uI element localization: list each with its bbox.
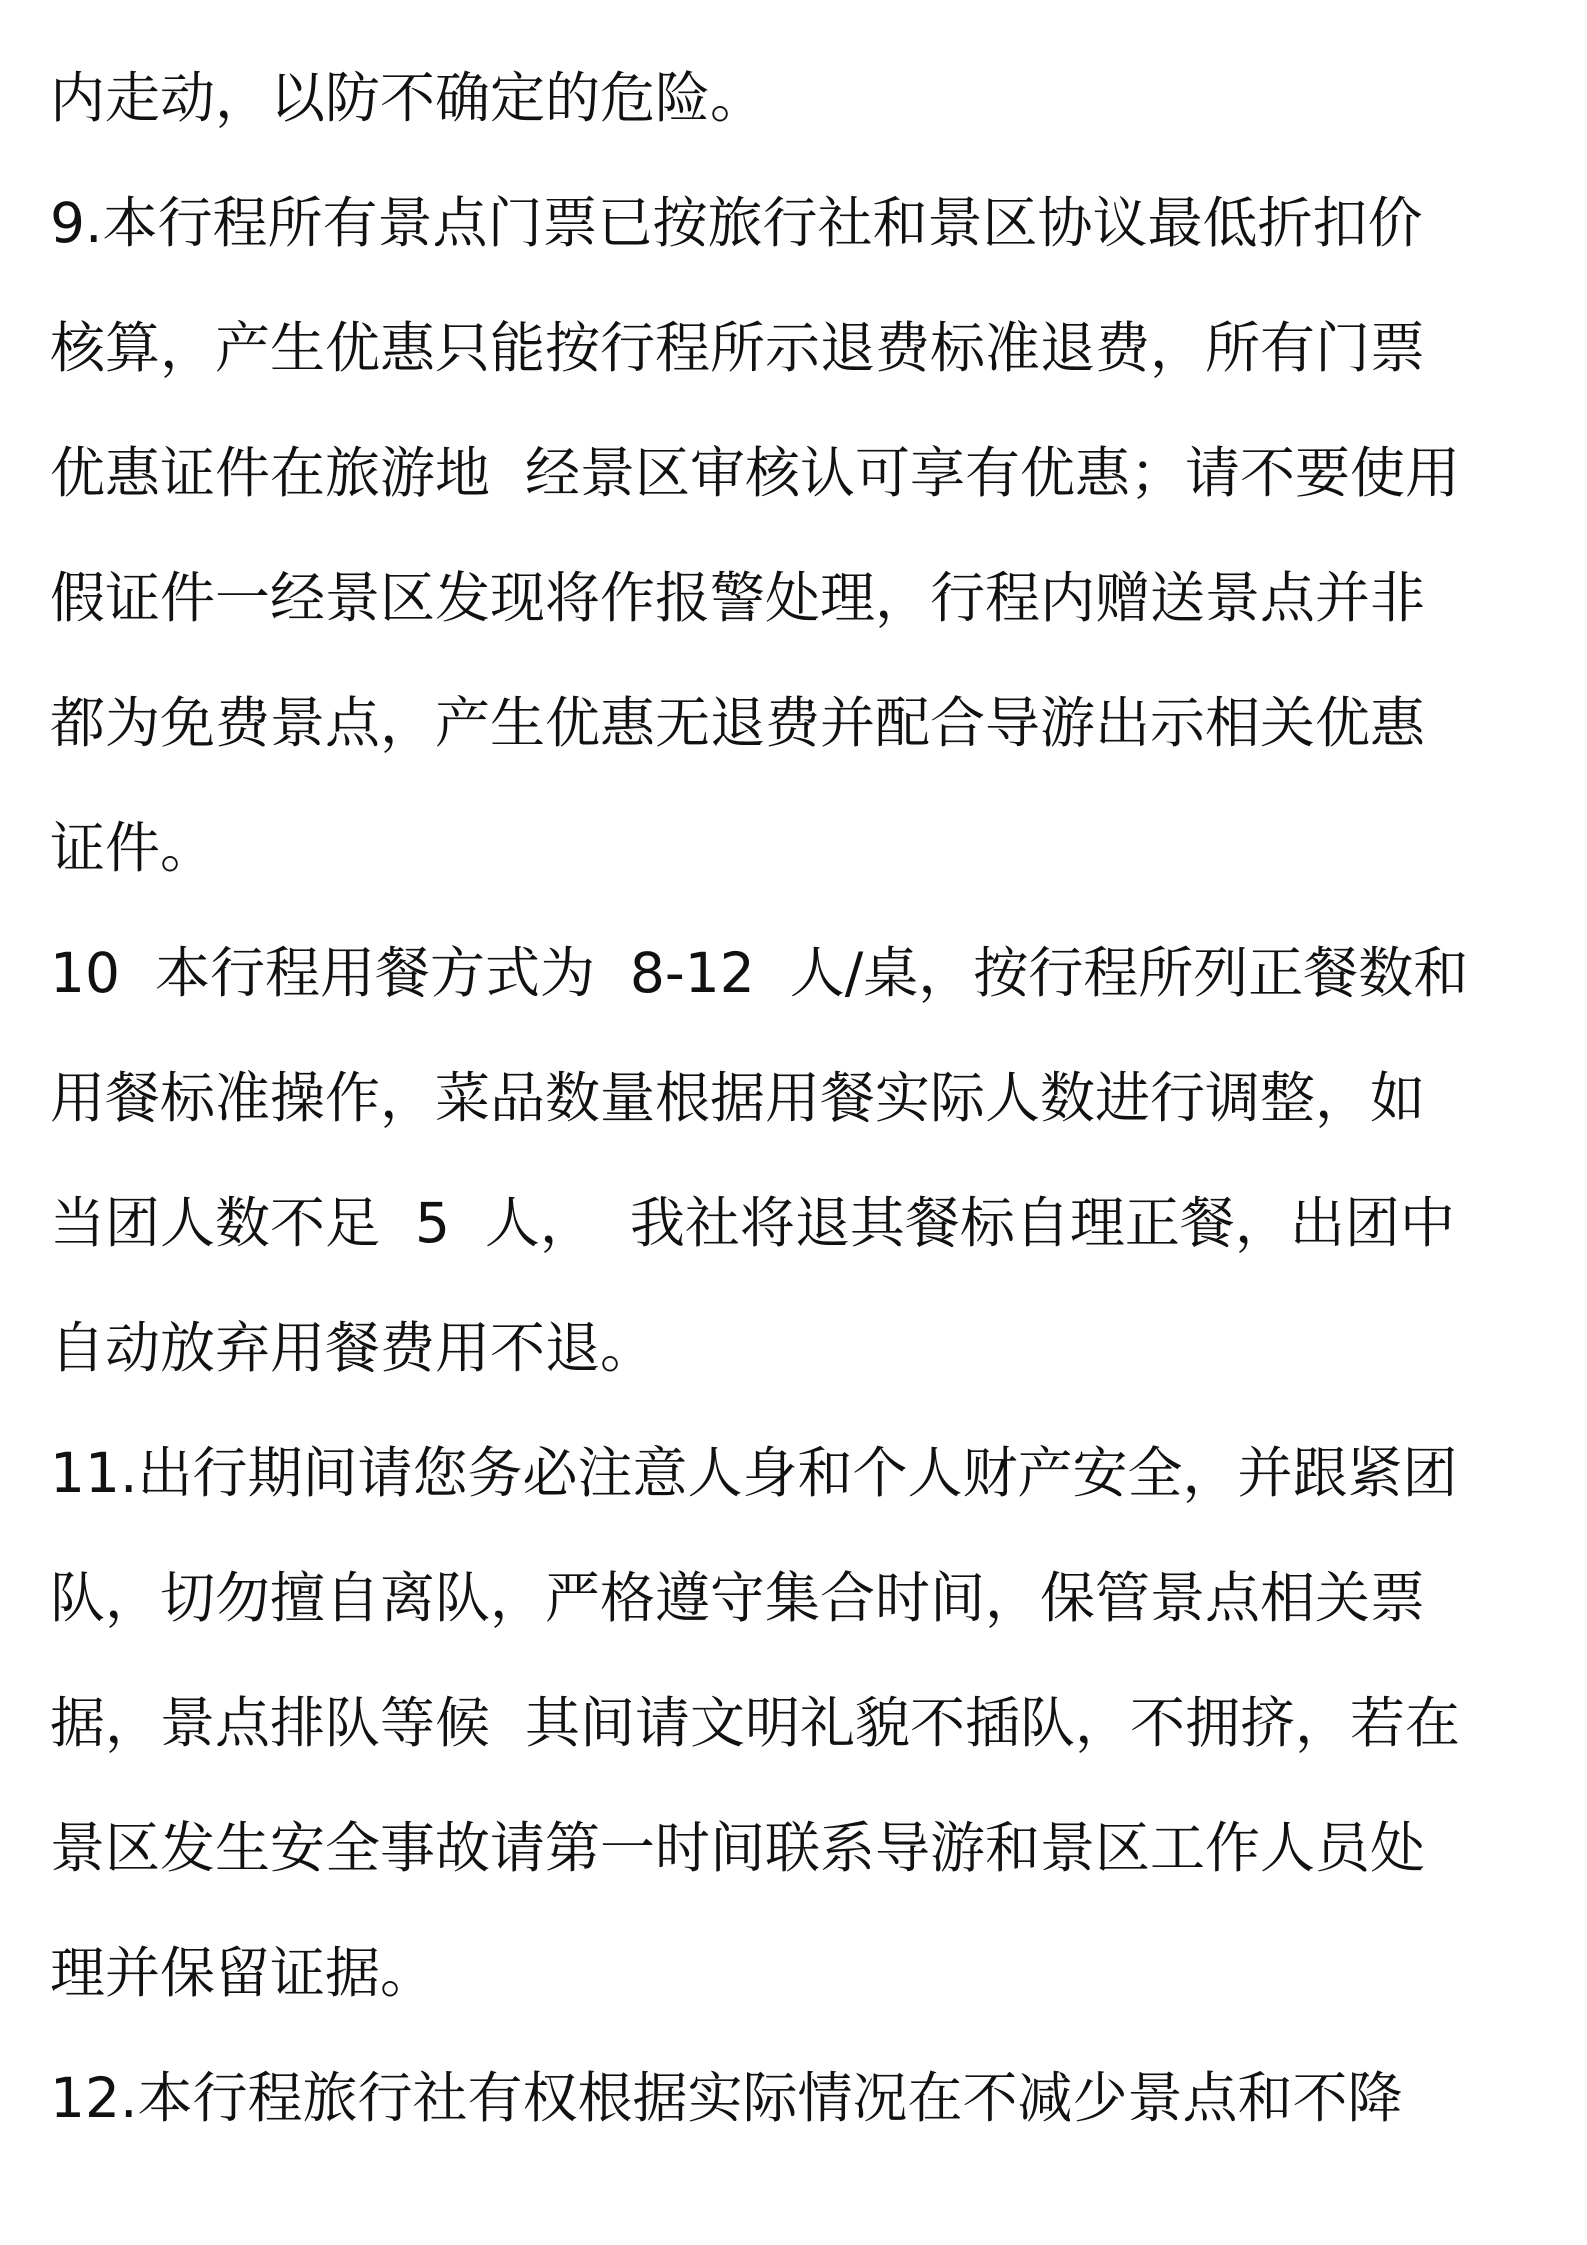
text-line: 9.本行程所有景点门票已按旅行社和景区协议最低折扣价 (50, 191, 1423, 255)
text-line: 队，切勿擅自离队，严格遵守集合时间，保管景点相关票 (50, 1566, 1426, 1630)
text-line: 内走动，以防不确定的危险。 (50, 66, 766, 130)
text-line: 理并保留证据。 (50, 1941, 436, 2005)
text-line: 假证件一经景区发现将作报警处理，行程内赠送景点并非 (50, 566, 1426, 630)
text-line: 当团人数不足 5 人， 我社将退其餐标自理正餐，出团中 (50, 1191, 1455, 1255)
text-line: 10 本行程用餐方式为 8-12 人/桌，按行程所列正餐数和 (50, 941, 1469, 1005)
text-line: 12.本行程旅行社有权根据实际情况在不减少景点和不降 (50, 2066, 1403, 2130)
text-line: 自动放弃用餐费用不退。 (50, 1316, 656, 1380)
text-line: 证件。 (50, 816, 216, 880)
text-line: 11.出行期间请您务必注意人身和个人财产安全，并跟紧团 (50, 1441, 1458, 1505)
text-line: 核算，产生优惠只能按行程所示退费标准退费，所有门票 (50, 316, 1426, 380)
text-line: 用餐标准操作，菜品数量根据用餐实际人数进行调整，如 (50, 1066, 1426, 1130)
text-line: 据，景点排队等候 其间请文明礼貌不插队，不拥挤，若在 (50, 1691, 1460, 1755)
text-line: 都为免费景点，产生优惠无退费并配合导游出示相关优惠 (50, 691, 1426, 755)
text-line: 景区发生安全事故请第一时间联系导游和景区工作人员处 (50, 1816, 1426, 1880)
text-line: 优惠证件在旅游地 经景区审核认可享有优惠；请不要使用 (50, 441, 1460, 505)
